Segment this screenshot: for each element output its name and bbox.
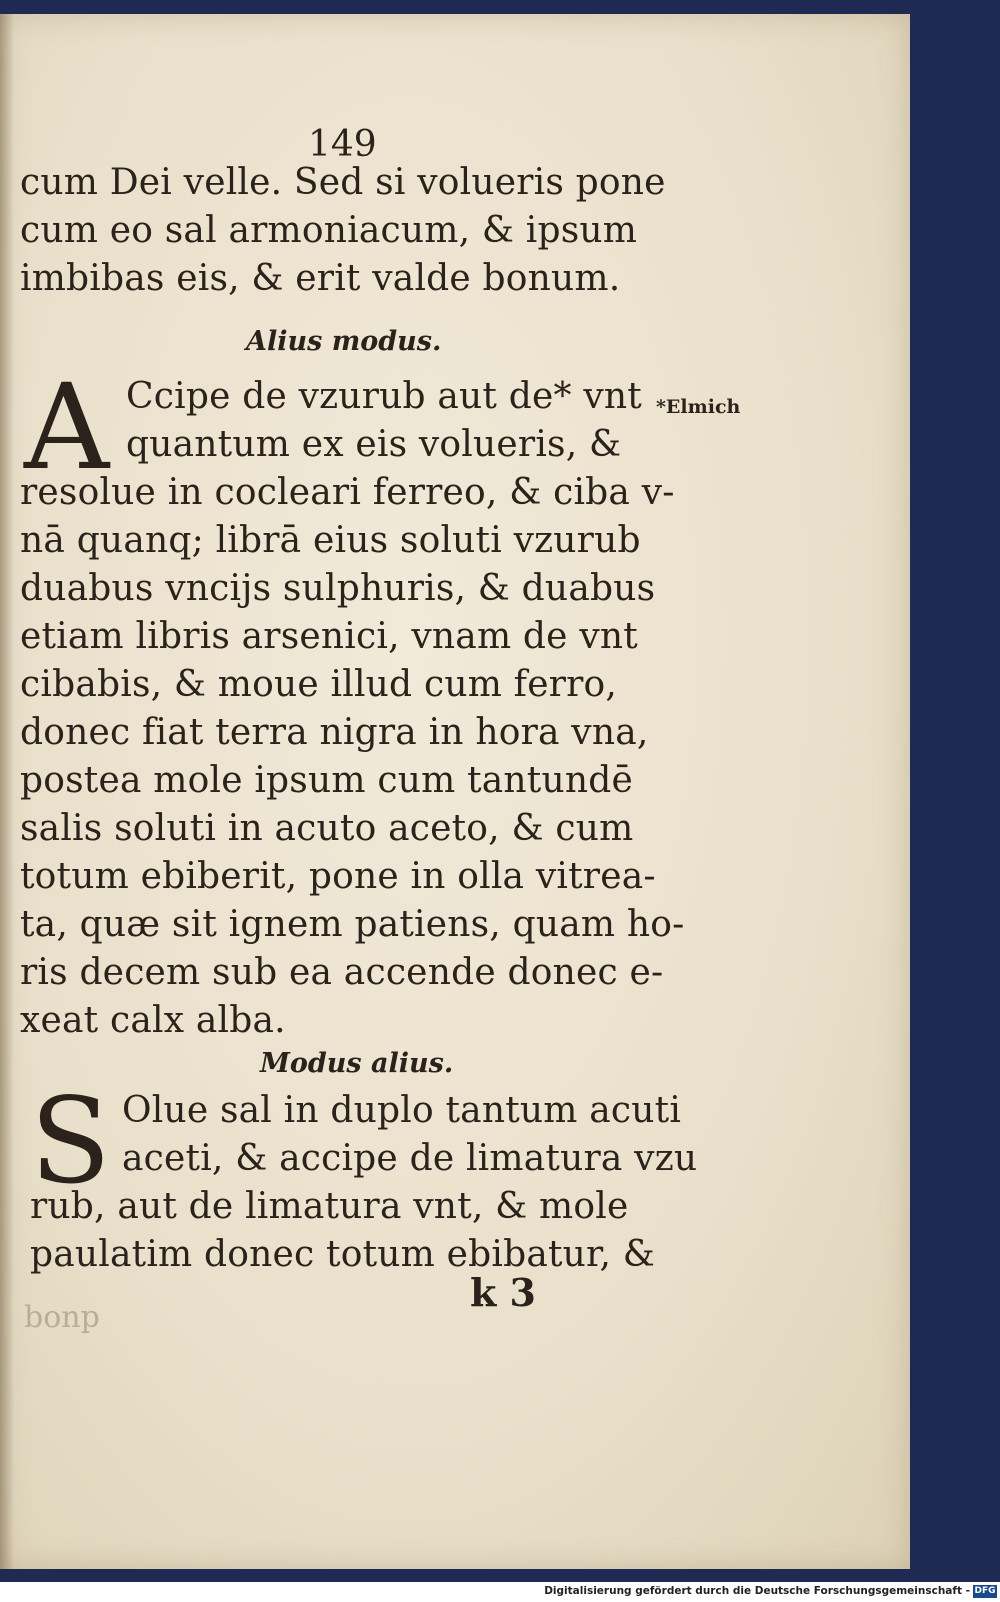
text-line: ris decem sub ea accende donec e- <box>20 952 664 993</box>
text-line: aceti, & accipe de limatura vzu <box>122 1138 698 1179</box>
funding-note: Digitalisierung gefördert durch die Deutsche Forschungsgemeinschaft - <box>544 1585 970 1597</box>
text-line: imbibas eis, & erit valde bonum. <box>20 258 621 299</box>
section-heading: Modus alius. <box>260 1048 454 1079</box>
text-line: paulatim donec totum ebibatur, & <box>30 1234 656 1275</box>
text-line: rub, aut de limatura vnt, & mole <box>30 1186 629 1227</box>
footer-bar <box>0 1582 1000 1602</box>
catchword-showthrough: bonp <box>24 1300 100 1335</box>
text-line: cibabis, & moue illud cum ferro, <box>20 664 618 705</box>
text-line: salis soluti in acuto aceto, & cum <box>20 808 634 849</box>
text-line: totum ebiberit, pone in olla vitrea- <box>20 856 656 897</box>
gutter-shadow <box>0 14 14 1569</box>
text-line: postea mole ipsum cum tantundē <box>20 760 633 801</box>
signature-mark: k 3 <box>470 1270 536 1315</box>
text-line: cum Dei velle. Sed si volueris pone <box>20 162 666 203</box>
text-line: etiam libris arsenici, vnam de vnt <box>20 616 638 657</box>
text-line: resolue in cocleari ferreo, & ciba v- <box>20 472 675 513</box>
book-page <box>0 14 910 1569</box>
text-line: ta, quæ sit ignem patiens, quam ho- <box>20 904 685 945</box>
dfg-logo: DFG <box>974 1586 996 1596</box>
text-line: xeat calx alba. <box>20 1000 286 1041</box>
page-number: 149 <box>308 124 377 165</box>
text-line: Olue sal in duplo tantum acuti <box>122 1090 682 1131</box>
text-line: donec fiat terra nigra in hora vna, <box>20 712 649 753</box>
text-line: duabus vncijs sulphuris, & duabus <box>20 568 656 609</box>
text-line: Ccipe de vzurub aut de* vnt <box>126 376 642 417</box>
marginal-note: *Elmich <box>656 396 741 418</box>
drop-cap: S <box>30 1072 111 1210</box>
drop-cap: A <box>24 358 110 496</box>
section-heading: Alius modus. <box>246 326 442 357</box>
text-line: nā quanq; librā eius soluti vzurub <box>20 520 641 561</box>
text-line: cum eo sal armoniacum, & ipsum <box>20 210 638 251</box>
text-line: quantum ex eis volueris, & <box>126 424 622 465</box>
